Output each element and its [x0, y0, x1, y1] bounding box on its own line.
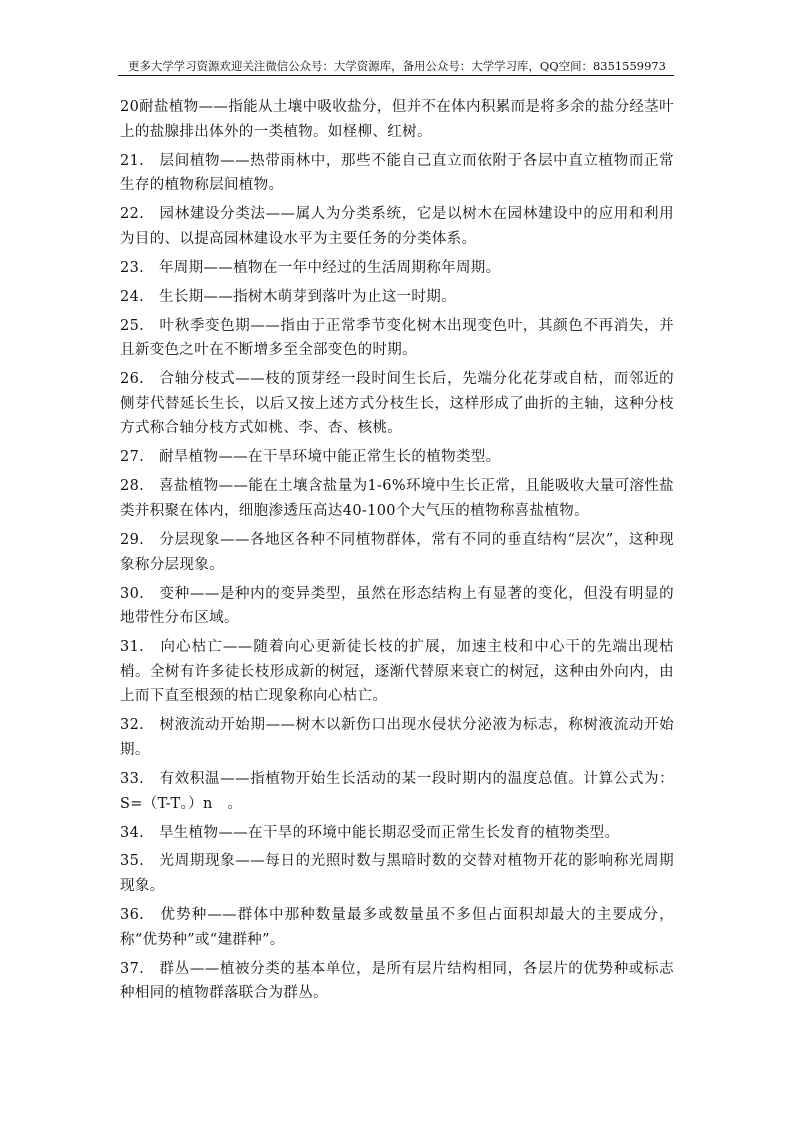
definition-entry: 24. 生长期——指树木萌芽到落叶为止这一时期。: [120, 288, 456, 305]
definition-entry: 32. 树液流动开始期——树木以新伤口出现水侵状分泌液为标志，称树液流动开始期。: [120, 717, 674, 758]
definition-entry: 31. 向心枯亡——随着向心更新徒长枝的扩展，加速主枝和中心干的先端出现枯梢。全树有许多徒长枝形成新的树冠，逐渐代替原来衰亡的树冠，这种由外向内，由上而下直至根颈的枯亡现象称向心枯亡。: [120, 639, 674, 705]
header-divider: [118, 75, 674, 76]
definition-entry: 21. 层间植物——热带雨林中，那些不能自己直立而依附于各层中直立植物而正常生存的植物称层间植物。: [120, 152, 674, 194]
definition-entry: 25. 叶秋季变色期——指由于正常季节变化树木出现变色叶，其颜色不再消失，并且新变色之叶在不断增多至全部变色的时期。: [120, 317, 674, 359]
page-header: 更多大学学习资源欢迎关注微信公众号：大学资源库，备用公众号：大学学习库，QQ空间：8351559973: [128, 59, 666, 73]
definition-entry: 27. 耐旱植物——在干旱环境中能正常生长的植物类型。: [120, 449, 501, 466]
definition-entry: 22. 园林建设分类法——属人为分类系统，它是以树木在园林建设中的应用和利用为目的、以提高园林建设水平为主要任务的分类体系。: [120, 206, 674, 247]
definition-entry: 20耐盐植物——指能从土壤中吸收盐分，但并不在体内积累而是将多余的盐分经茎叶上的盐腺排出体外的一类植物。如柽柳、红树。: [120, 99, 674, 140]
definition-entry: 34. 旱生植物——在干旱的环境中能长期忍受而正常生长发育的植物类型。: [120, 824, 620, 841]
definition-entry: 23. 年周期——植物在一年中经过的生活周期称年周期。: [120, 259, 501, 276]
definition-entry: 30. 变种——是种内的变异类型，虽然在形态结构上有显著的变化，但没有明显的地带性分布区域。: [120, 585, 674, 627]
definition-entry: 29. 分层现象——各地区各种不同植物群体，常有不同的垂直结构“层次”，这种现象称分层现象。: [120, 532, 674, 573]
definition-entry: 33. 有效积温——指植物开始生长活动的某一段时期内的温度总值。计算公式为：S=（T-T。）n 。: [120, 770, 674, 812]
definition-entry: 37. 群丛——植被分类的基本单位，是所有层片结构相同，各层片的优势种或标志种相同的植物群落联合为群丛。: [120, 960, 674, 1002]
document-body: [120, 95, 674, 1010]
definition-entry: 36. 优势种——群体中那种数量最多或数量虽不多但占面积却最大的主要成分，称“优势种”或“建群种”。: [120, 907, 674, 948]
definition-entry: 35. 光周期现象——每日的光照时数与黑暗时数的交替对植物开花的影响称光周期现象。: [120, 853, 674, 895]
definition-entry: 26. 合轴分枝式——枝的顶芽经一段时间生长后，先端分化花芽或自枯，而邻近的侧芽代替延长生长，以后又按上述方式分枝生长，这样形成了曲折的主轴，这种分枝方式称合轴分枝方式如桃、李、杏、核桃。: [120, 371, 674, 437]
definition-entry: 28. 喜盐植物——能在土壤含盐量为1-6%环境中生长正常，且能吸收大量可溶性盐类并积聚在体内，细胞渗透压高达40-100个大气压的植物称喜盐植物。: [120, 478, 674, 520]
